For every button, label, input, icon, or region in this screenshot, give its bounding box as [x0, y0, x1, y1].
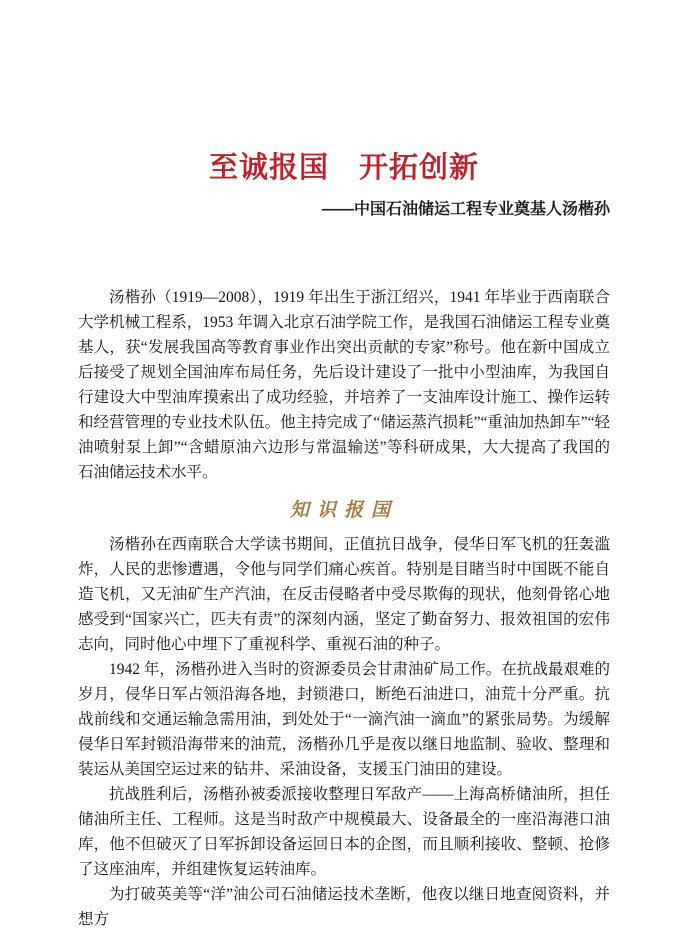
- section-paragraph-3: 抗战胜利后，汤楷孙被委派接收整理日军敌产——上海高桥储油所，担任储油所主任、工程师。这是当时敌产中规模最大、设备最全的一座沿海港口油库，他不但破灭了日军拆卸设备运回日本的企图，而且顺利接收、整顿、抢修了这座油库，并组建恢复运转油库。: [78, 786, 610, 878]
- article-title: 至诚报国 开拓创新: [208, 152, 479, 184]
- section-paragraph-1: 汤楷孙在西南联合大学读书期间，正值抗日战争，侵华日军飞机的狂轰滥炸，人民的悲惨遭遇，令他与同学们痛心疾首。特别是目睹当时中国既不能自造飞机，又无油矿生产汽油，在反击侵略者中受尽欺侮的现状，他刻骨铭心地感受到“国家兴亡，匹夫有责”的深刻内涵，坚定了勤奋努力、报效祖国的宏伟志向，同时他心中埋下了重视科学、重视石油的种子。: [78, 536, 610, 653]
- section-paragraph-4-truncated: 为打破英美等“洋”油公司石油储运技术垄断，他夜以继日地查阅资料，并想方: [78, 886, 610, 928]
- article-subtitle: ——中国石油储运工程专业奠基人汤楷孙: [321, 201, 610, 218]
- article-body: [78, 285, 610, 932]
- section-heading-zhishi-baoguo: 知识报国: [289, 500, 398, 521]
- section-paragraph-2: 1942 年，汤楷孙进入当时的资源委员会甘肃油矿局工作。在抗战最艰难的岁月，侵华日军占领沿海各地，封锁港口，断绝石油进口，油荒十分严重。抗战前线和交通运输急需用油，到处处于“一滴汽油一滴血”的紧张局势。为缓解侵华日军封锁沿海带来的油荒，汤楷孙几乎是夜以继日地监制、验收、整理和装运从美国空运过来的钻井、采油设备，支援玉门油田的建设。: [78, 661, 610, 778]
- intro-paragraph: 汤楷孙（1919—2008），1919 年出生于浙江绍兴，1941 年毕业于西南联合大学机械工程系，1953 年调入北京石油学院工作，是我国石油储运工程专业奠基人，获“发展我国高等教育事业作出突出贡献的专家”称号。他在新中国成立后接受了规划全国油库布局任务，先后设计建设了一批中小型油库，为我国自行建设大中型油库摸索出了成功经验，并培养了一支油库设计施工、操作运转和经营管理的专业技术队伍。他主持完成了“储运蒸汽损耗”“重油加热卸车”“轻油喷射泵上卸”“含蜡原油六边形与常温输送”等科研成果，大大提高了我国的石油储运技术水平。: [78, 289, 610, 481]
